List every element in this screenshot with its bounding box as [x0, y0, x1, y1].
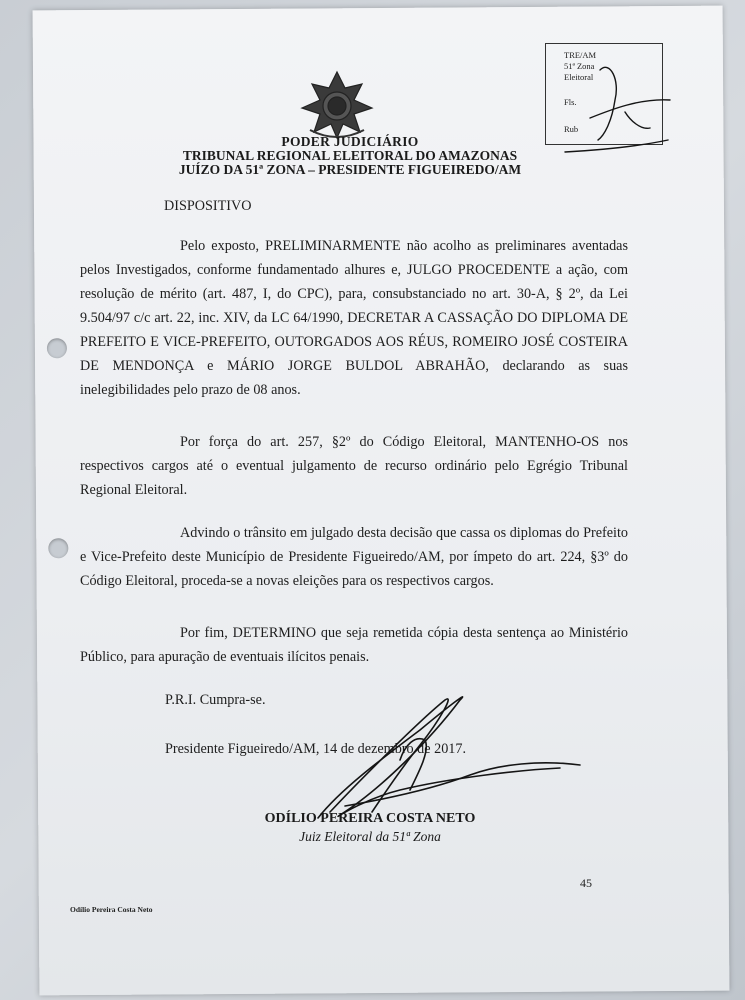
- paragraph-1: Pelo exposto, PRELIMINARMENTE não acolho as preliminares aventadas pelos Investigados, conforme fundamentado alhures e, JULGO PROCEDENTE a ação, com resolução de mérito (art. 487, I, do CPC), para, consubstanciado no art. 30-A, § 2º, da Lei 9.504/97 c/c art. 22, inc. XIV, da LC 64/1990, DECRETAR A CASSAÇÃO DO DIPLOMA DE PREFEITO E VICE-PREFEITO, OUTORGADOS AOS RÉUS, ROMEIRO JOSÉ COSTEIRA DE MENDONÇA e MÁRIO JORGE BULDOL ABRAHÃO, declarando as suas inelegibilidades pelo prazo de 08 anos.: [80, 238, 628, 398]
- closing-line: P.R.I. Cumpra-se.: [165, 692, 266, 708]
- punch-hole: [48, 538, 68, 558]
- paragraph-2: Por força do art. 257, §2º do Código Eleitoral, MANTENHO-OS nos respectivos cargos até o eventual julgamento de recurso ordinário pelo Egrégio Tribunal Regional Eleitoral.: [80, 434, 628, 498]
- signer-name: ODÍLIO PEREIRA COSTA NETO: [264, 811, 476, 826]
- header-line-1: PODER JUDICIÁRIO: [281, 134, 419, 149]
- stamp-line-5: Rub: [564, 124, 579, 134]
- coat-of-arms-icon: [298, 70, 376, 140]
- signer-role: Juiz Eleitoral da 51ª Zona: [299, 829, 441, 844]
- stamp-line-4: Fls.: [564, 97, 577, 107]
- header-line-3: JUÍZO DA 51ª ZONA – PRESIDENTE FIGUEIREDO/AM: [178, 162, 522, 177]
- place-date: Presidente Figueiredo/AM, 14 de dezembro de 2017.: [165, 741, 467, 757]
- stamp-line-3: Eleitoral: [564, 72, 594, 82]
- page-number: 45: [580, 876, 592, 890]
- paragraph-4: Por fim, DETERMINO que seja remetida cópia desta sentença ao Ministério Público, para apuração de eventuais ilícitos penais.: [80, 625, 628, 665]
- footer-name: Odílio Pereira Costa Neto: [70, 905, 153, 914]
- stamp-line-1: TRE/AM: [564, 50, 597, 60]
- header-line-2: TRIBUNAL REGIONAL ELEITORAL DO AMAZONAS: [182, 148, 518, 163]
- section-title: DISPOSITIVO: [164, 198, 252, 214]
- paragraph-3: Advindo o trânsito em julgado desta decisão que cassa os diplomas do Prefeito e Vice-Prefeito deste Município de Presidente Figueiredo/AM, por ímpeto do art. 224, §3º do Código Eleitoral, proceda-se a novas eleições para os respectivos cargos.: [80, 525, 628, 589]
- punch-hole: [47, 338, 67, 358]
- folio-stamp: [545, 43, 663, 145]
- stamp-line-2: 51ª Zona: [564, 61, 595, 71]
